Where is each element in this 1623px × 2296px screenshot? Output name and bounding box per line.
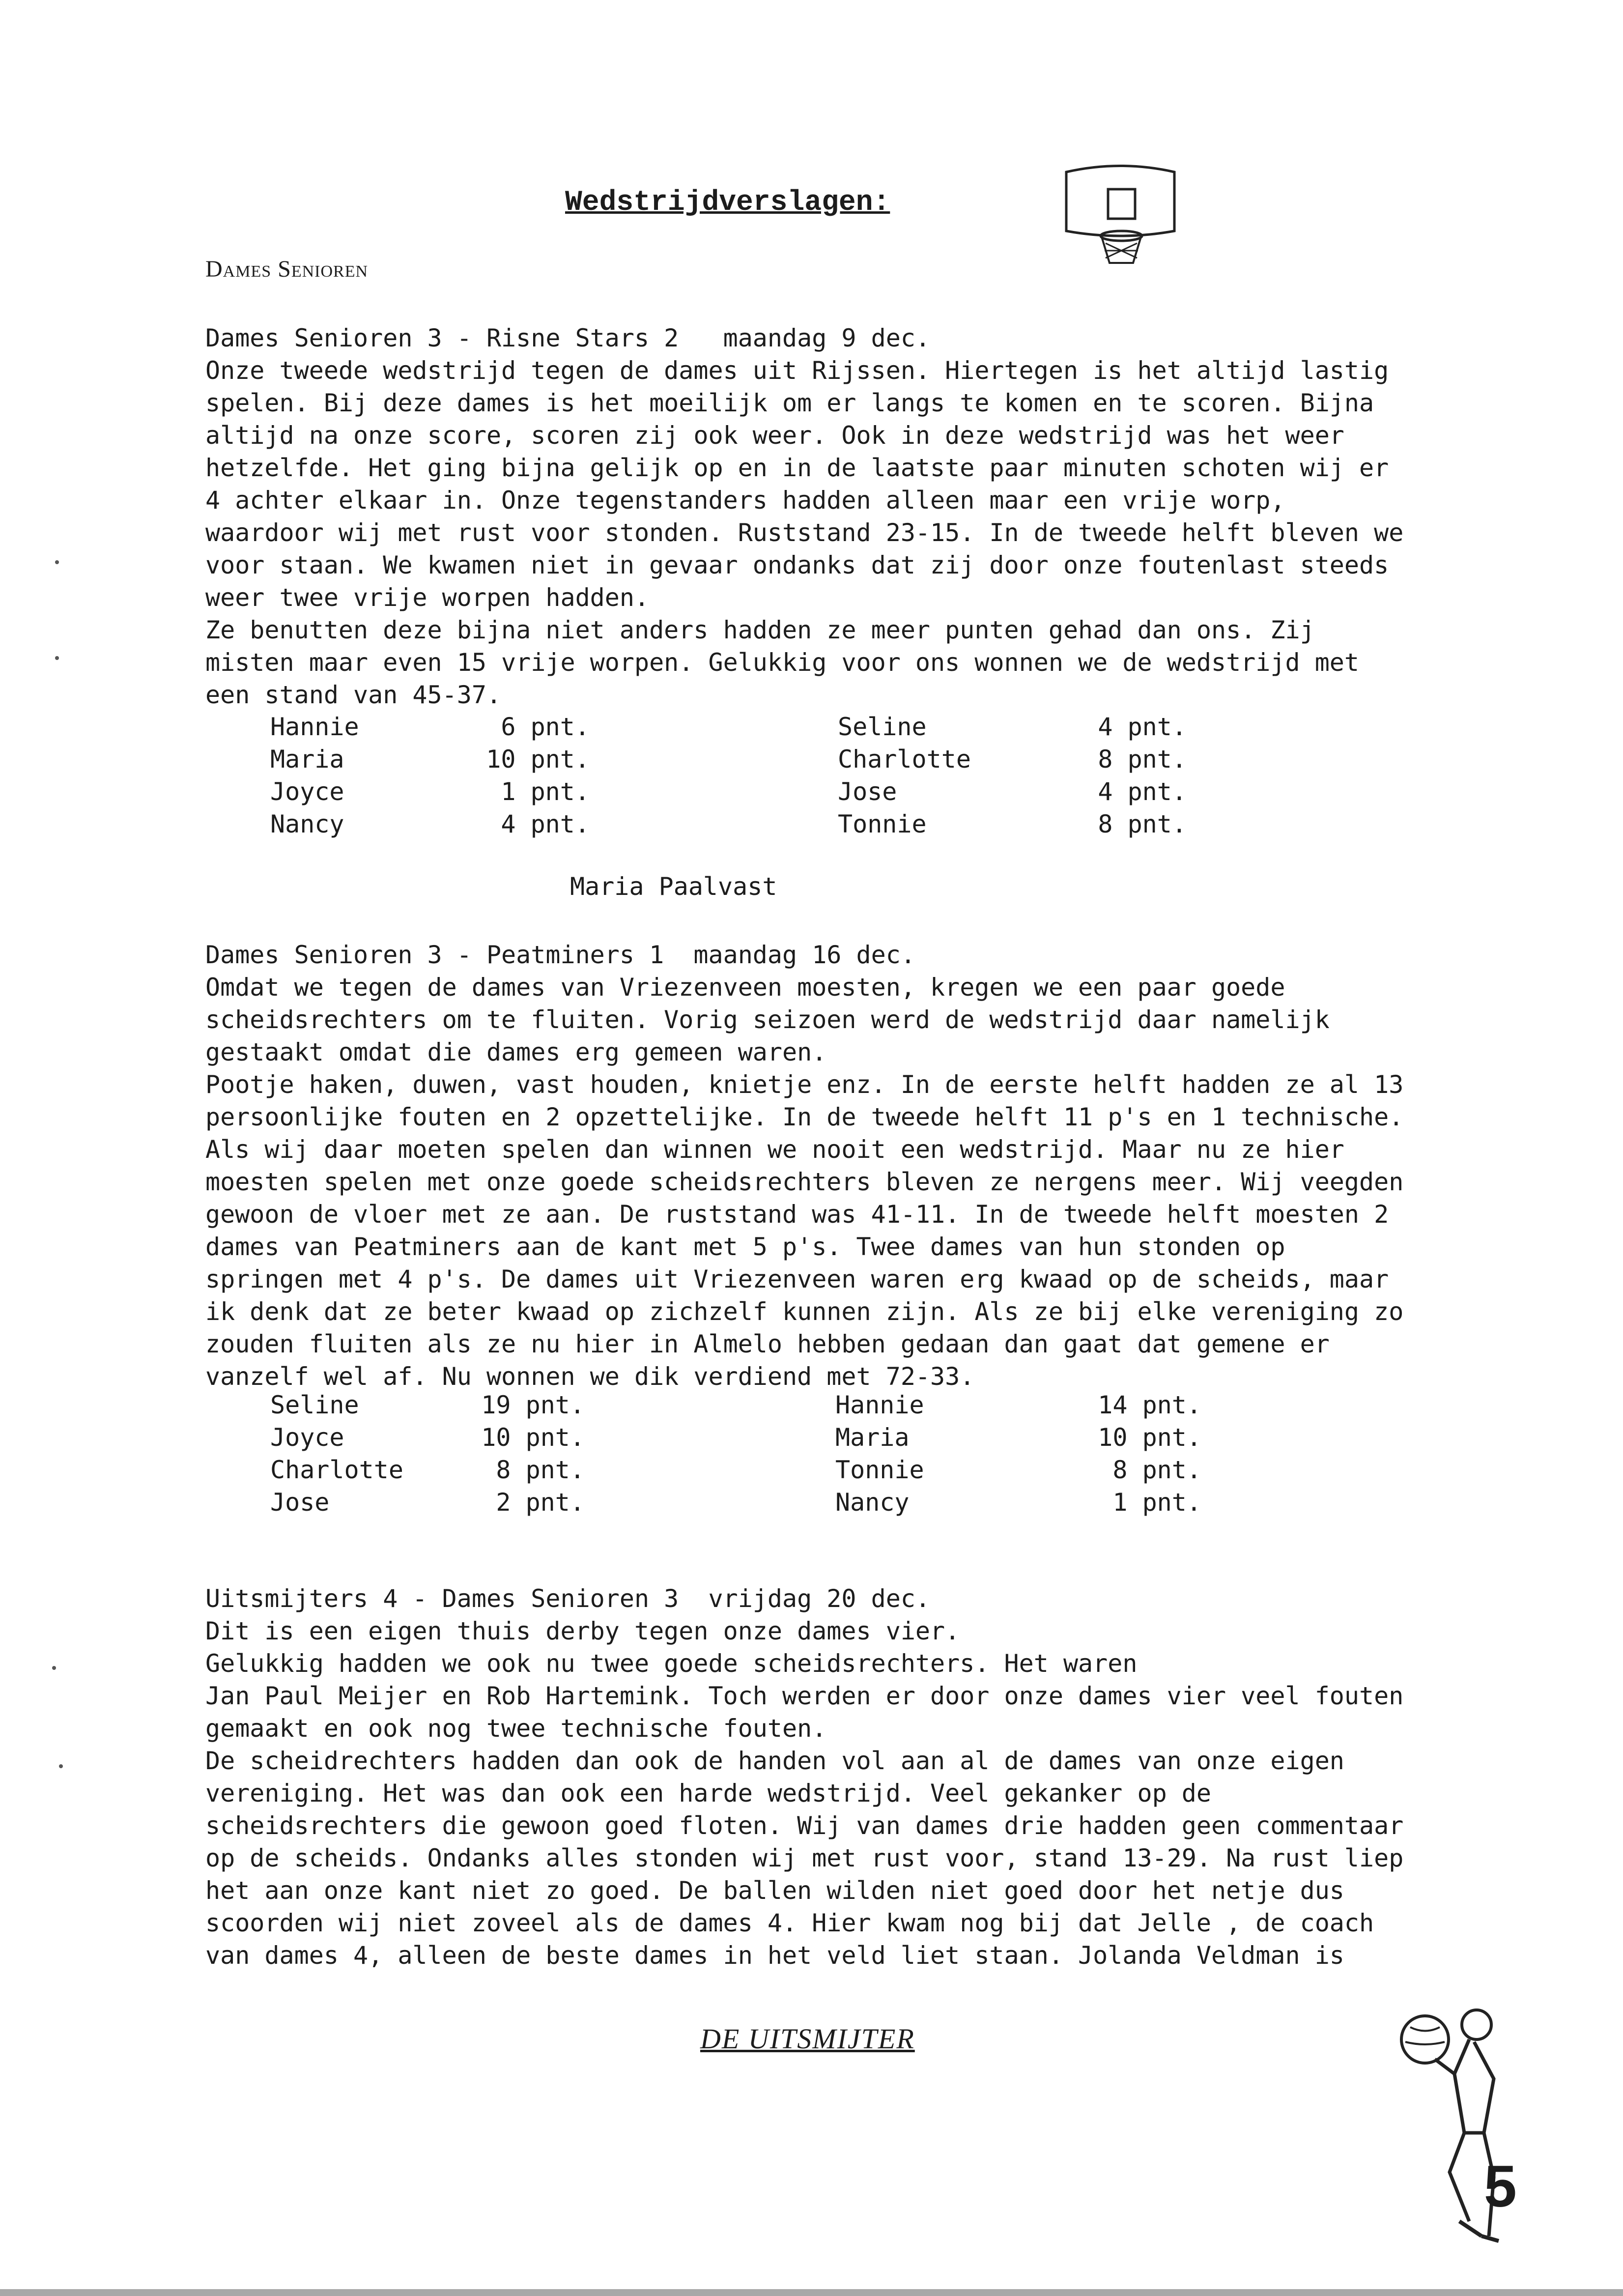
text-line: vereniging. Het was dan ook een harde wedstrijd. Veel gekanker op de [205,1779,1211,1808]
player-name: Seline [838,713,927,741]
player-name: Jose [270,1488,330,1517]
player-points: 14 pnt. [1098,1391,1201,1419]
text-line: waardoor wij met rust voor stonden. Ruststand 23-15. In de tweede helft bleven we [205,518,1404,547]
report-2-text [205,939,1403,1393]
player-name: Maria [270,745,344,774]
player-points: 10 pnt. [481,1423,585,1452]
basketball-player-icon [1395,2005,1533,2261]
text-line: Pootje haken, duwen, vast houden, knietje enz. In de eerste helft hadden ze al 13 [205,1070,1404,1099]
scan-edge [0,2289,1623,2296]
player-points: 8 pnt. [1098,745,1187,774]
text-line: het aan onze kant niet zo goed. De ballen wilden niet goed door het netje dus [205,1876,1344,1905]
text-line: springen met 4 p's. De dames uit Vriezenveen waren erg kwaad op de scheids, maar [205,1265,1389,1293]
player-points: 1 pnt. [1112,1488,1201,1517]
text-line: dames van Peatminers aan de kant met 5 p's. Twee dames van hun stonden op [205,1233,1285,1261]
scan-speck [52,1666,56,1670]
player-points: 4 pnt. [1098,713,1187,741]
text-line: Uitsmijters 4 - Dames Senioren 3 vrijdag 20 dec. [205,1584,931,1613]
text-line: ik denk dat ze beter kwaad op zichzelf kunnen zijn. Als ze bij elke vereniging zo [205,1297,1404,1326]
player-points: 19 pnt. [481,1391,585,1419]
text-line: Jan Paul Meijer en Rob Hartemink. Toch werden er door onze dames vier veel fouten [205,1682,1404,1710]
text-line: Omdat we tegen de dames van Vriezenveen moesten, kregen we een paar goede [205,973,1285,1002]
player-name: Hannie [270,713,359,741]
text-line: 4 achter elkaar in. Onze tegenstanders hadden alleen maar een vrije worp, [205,486,1285,515]
player-points: 10 pnt. [1098,1423,1201,1452]
scan-speck [55,560,59,564]
text-line: gemaakt en ook nog twee technische fouten. [205,1714,827,1743]
player-points: 8 pnt. [1112,1456,1201,1484]
text-line: Dames Senioren 3 - Risne Stars 2 maandag 9 dec. [205,324,931,352]
text-line: Gelukkig hadden we ook nu twee goede scheidsrechters. Het waren [205,1649,1138,1678]
player-name: Tonnie [838,810,927,838]
report-1-text [205,322,1403,711]
basketball-hoop-icon [1056,162,1184,275]
player-points: 2 pnt. [496,1488,585,1517]
player-name: Nancy [835,1488,910,1517]
text-line: voor staan. We kwamen niet in gevaar ondanks dat zij door onze foutenlast steeds [205,551,1389,579]
footer-title: DE UITSMIJTER [700,2023,915,2055]
text-line: zouden fluiten als ze nu hier in Almelo hebben gedaan dan gaat dat gemene er [205,1330,1330,1358]
text-line: persoonlijke fouten en 2 opzettelijke. In de tweede helft 11 p's en 1 technische. [205,1103,1404,1131]
text-line: weer twee vrije worpen hadden. [205,583,650,612]
text-line: Als wij daar moeten spelen dan winnen we nooit een wedstrijd. Maar nu ze hier [205,1135,1344,1164]
text-line: Dit is een eigen thuis derby tegen onze dames vier. [205,1617,960,1645]
section-heading: Dames Senioren [205,256,369,282]
player-points: 4 pnt. [1098,777,1187,806]
player-name: Charlotte [270,1456,403,1484]
player-name: Charlotte [838,745,971,774]
player-name: Hannie [835,1391,924,1419]
player-name: Seline [270,1391,359,1419]
player-points: 8 pnt. [496,1456,585,1484]
scan-speck [59,1764,63,1768]
player-points: 1 pnt. [501,777,590,806]
player-points: 4 pnt. [501,810,590,838]
player-points: 6 pnt. [501,713,590,741]
text-line: Onze tweede wedstrijd tegen de dames uit Rijssen. Hiertegen is het altijd lastig [205,356,1389,385]
player-name: Maria [835,1423,910,1452]
player-name: Tonnie [835,1456,924,1484]
scan-speck [55,656,59,660]
report-3-text [205,1582,1403,1972]
text-line: van dames 4, alleen de beste dames in het veld liet staan. Jolanda Veldman is [205,1941,1344,1970]
text-line: Dames Senioren 3 - Peatminers 1 maandag 16 dec. [205,941,915,969]
page-number: 5 [1484,2153,1517,2219]
text-line: Ze benutten deze bijna niet anders hadden ze meer punten gehad dan ons. Zij [205,616,1315,644]
player-name: Nancy [270,810,344,838]
text-line: gewoon de vloer met ze aan. De ruststand was 41-11. In de tweede helft moesten 2 [205,1200,1389,1229]
text-line: De scheidrechters hadden dan ook de handen vol aan al de dames van onze eigen [205,1747,1344,1775]
report-1-author: Maria Paalvast [570,872,777,901]
text-line: scoorden wij niet zoveel als de dames 4. Hier kwam nog bij dat Jelle , de coach [205,1909,1374,1937]
text-line: op de scheids. Ondanks alles stonden wij met rust voor, stand 13-29. Na rust liep [205,1844,1404,1872]
text-line: een stand van 45-37. [205,681,502,709]
player-name: Joyce [270,1423,344,1452]
text-line: misten maar even 15 vrije worpen. Gelukkig voor ons wonnen we de wedstrijd met [205,648,1359,677]
text-line: hetzelfde. Het ging bijna gelijk op en in de laatste paar minuten schoten wij er [205,454,1389,482]
text-line: scheidsrechters om te fluiten. Vorig seizoen werd de wedstrijd daar namelijk [205,1005,1330,1034]
text-line: scheidsrechters die gewoon goed floten. Wij van dames drie hadden geen commentaar [205,1811,1404,1840]
player-points: 10 pnt. [486,745,590,774]
text-line: spelen. Bij deze dames is het moeilijk om er langs te komen en te scoren. Bijna [205,389,1374,417]
player-name: Jose [838,777,897,806]
player-points: 8 pnt. [1098,810,1187,838]
text-line: altijd na onze score, scoren zij ook weer. Ook in deze wedstrijd was het weer [205,421,1344,450]
text-line: gestaakt omdat die dames erg gemeen waren. [205,1038,827,1066]
text-line: vanzelf wel af. Nu wonnen we dik verdiend met 72-33. [205,1362,975,1391]
text-line: moesten spelen met onze goede scheidsrechters bleven ze nergens meer. Wij veegden [205,1168,1404,1196]
page-title: Wedstrijdverslagen: [565,187,890,219]
player-name: Joyce [270,777,344,806]
